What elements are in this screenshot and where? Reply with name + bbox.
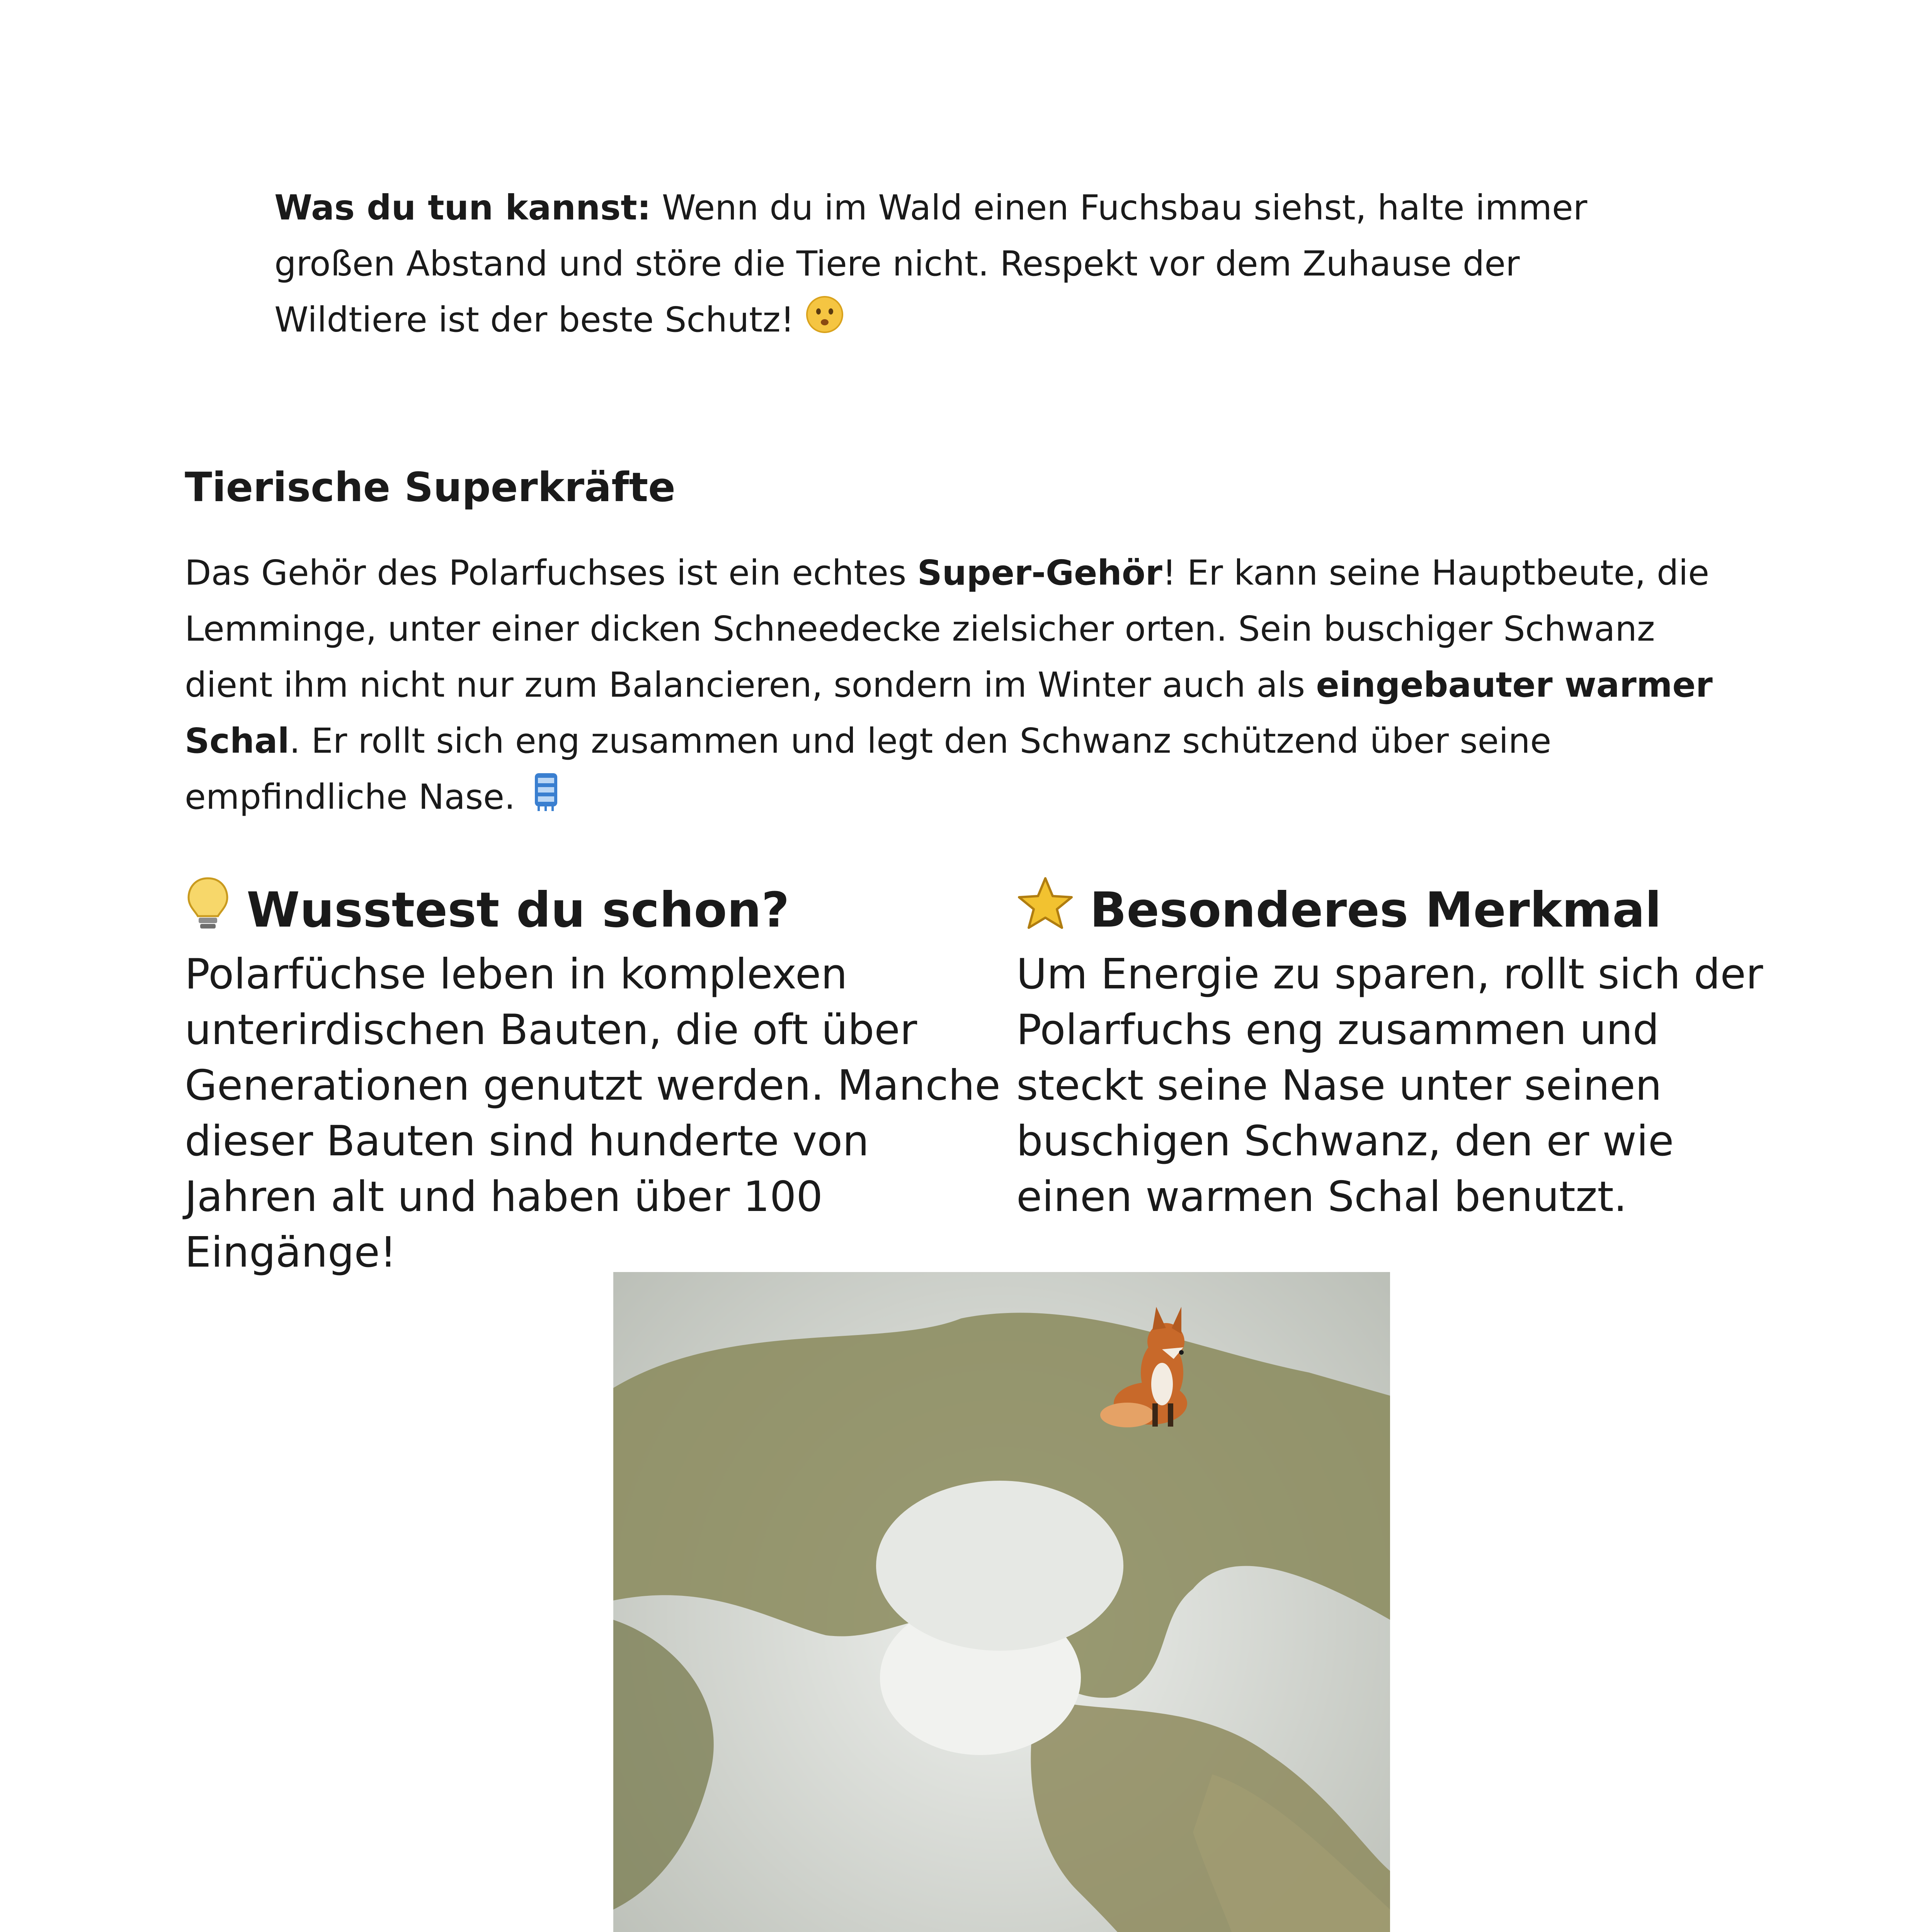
lightbulb-icon <box>185 875 231 945</box>
para-part-2: ! Er kann seine Hauptbeute, die Lemminge, unter einer dicken Schneedecke zielsicher orten. Sein buschiger Schwanz dient ihm nicht nur zum Balancieren, sondern im Winter auch als <box>185 553 1709 705</box>
did-you-know-box <box>185 877 1008 1281</box>
feature-heading <box>1016 877 1789 943</box>
shushing-face-icon <box>805 294 844 350</box>
scarf-icon <box>526 770 565 829</box>
arctic-map-image <box>613 1272 1390 1932</box>
star-icon <box>1016 875 1074 945</box>
did-you-know-text: Polarfüchse leben in komplexen unterirdischen Bauten, die oft über Generationen genutzt werden. Manche dieser Bauten sind hunderte von Jahren alt und haben über 100 Eingänge! <box>185 950 1001 1277</box>
feature-title: Besonderes Merkmal <box>1090 882 1662 938</box>
section-title: Tierische Superkräfte <box>185 464 676 511</box>
did-you-know-heading <box>185 877 1008 943</box>
para-bold-1: Super-Gehör <box>917 553 1162 593</box>
feature-text: Um Energie zu sparen, rollt sich der Polarfuchs eng zusammen und steckt seine Nase unter seinen buschigen Schwanz, den er wie einen warmen Schal benutzt. <box>1016 950 1763 1221</box>
para-part-3: . Er rollt sich eng zusammen und legt den Schwanz schützend über seine empfindliche Nase. <box>185 721 1552 817</box>
did-you-know-title: Wusstest du schon? <box>247 882 790 938</box>
section-paragraph <box>185 545 1750 829</box>
para-part-1: Das Gehör des Polarfuchses ist ein echtes <box>185 553 917 593</box>
para-bold-2: eingebauter warmer Schal <box>185 665 1713 761</box>
tip-label: Was du tun kannst: <box>274 187 651 228</box>
feature-box <box>1016 877 1789 1225</box>
tip-paragraph <box>274 180 1666 350</box>
tip-text: Wenn du im Wald einen Fuchsbau siehst, halte immer großen Abstand und störe die Tiere nicht. Respekt vor dem Zuhause der Wildtiere ist der beste Schutz! <box>274 187 1588 340</box>
